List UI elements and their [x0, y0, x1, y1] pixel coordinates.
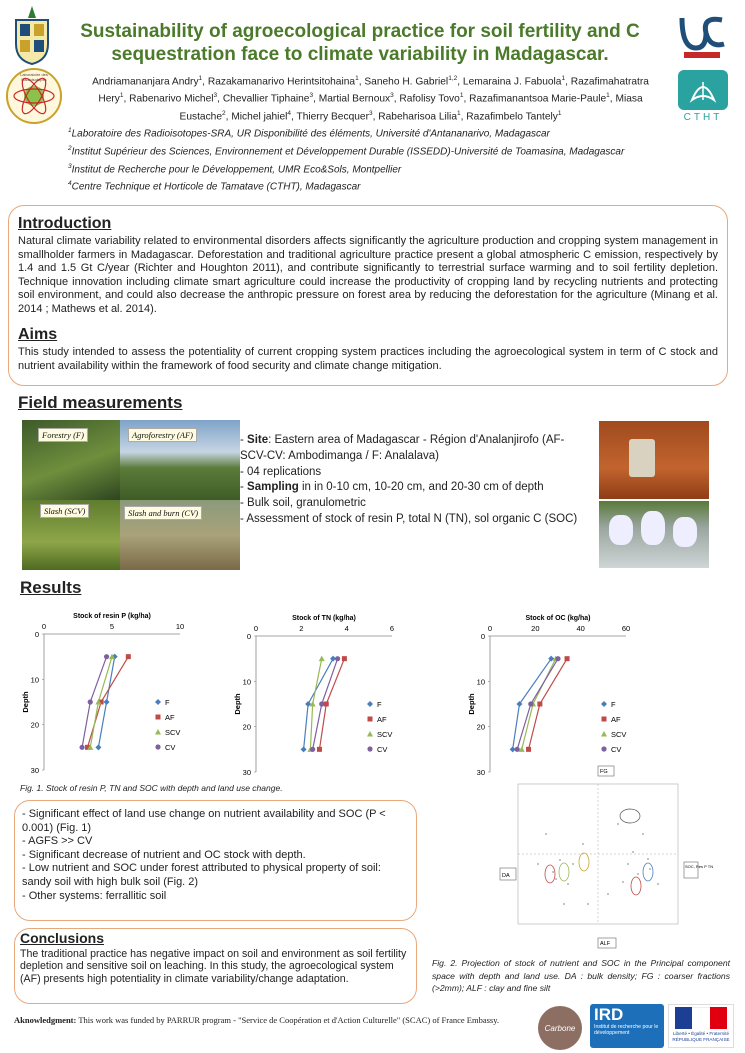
legend-label: F — [377, 700, 382, 709]
finding-item: - Significant decrease of nutrient and OC stock with depth. — [22, 848, 306, 861]
photo-label-slash-and-burn: Slash and burn (CV) — [124, 506, 202, 520]
field-method-item: - Site: Eastern area of Madagascar - Région d'Analanjirofo (AF-SCV-CV: Ambodimanga / F: Analalava) — [240, 434, 565, 462]
affiliation-item — [68, 177, 628, 195]
data-point-cv — [515, 747, 520, 752]
introduction-heading: Introduction — [18, 215, 112, 232]
field-method-item: - Bulk soil, granulometric — [240, 497, 366, 510]
author-name: Martial Bernoux — [318, 93, 391, 105]
x-tick-label: 40 — [576, 624, 585, 633]
author-sup: 3 — [309, 92, 314, 100]
x-tick-label: 60 — [621, 624, 631, 633]
poster-title: Sustainability of agroecological practice for soil fertility and C sequestration face to climate variability in Madagascar. — [80, 21, 640, 65]
carbone-logo — [538, 1006, 582, 1050]
author-sup: 4 — [287, 109, 291, 117]
x-tick-label: 10 — [175, 622, 185, 631]
pca-point — [555, 878, 557, 880]
affiliation-text: Institut Supérieur des Sciences, Environnement et Développement Durable (ISSEDD)-Université de Toamasina, Madagascar — [71, 146, 625, 158]
photo-label-forestry: Forestry (F) — [38, 428, 88, 442]
author-name: Miasa Eustache — [179, 93, 643, 123]
author-name: Saneho H. Gabriel — [364, 76, 449, 88]
legend-label: SCV — [165, 728, 181, 737]
pca-point — [617, 823, 619, 825]
legend-marker-scv — [601, 731, 607, 737]
chart-title: Stock of TN (kg/ha) — [292, 615, 356, 622]
y-tick-label: 20 — [476, 722, 485, 732]
photo-soil-pit — [599, 421, 709, 499]
affiliation-sup: 3 — [68, 162, 72, 170]
figure-2-caption: Fig. 2. Projection of stock of nutrient and SOC in the Principal component space with depth and land use. DA : bulk density; FG : coarser fractions (>2mm); ALF : clay and fine silt — [432, 958, 730, 993]
data-point-cv — [528, 701, 533, 706]
aims-heading: Aims — [18, 326, 58, 343]
author-sup: 1 — [606, 92, 610, 100]
field-method-item: - Sampling in in 0-10 cm, 10-20 cm, and 20-30 cm of depth — [240, 481, 544, 494]
y-axis-label: Depth — [467, 693, 476, 715]
pca-point — [637, 873, 639, 875]
author-name: Razafimahatratra Hery — [98, 76, 649, 105]
data-point-scv — [319, 656, 325, 662]
field-method-text: : Eastern area of Madagascar - Région d'Analanjirofo (AF-SCV-CV: Ambodimanga / F: Analalava) — [240, 434, 565, 462]
data-point-cv — [555, 656, 560, 661]
pca-point — [567, 883, 569, 885]
y-tick-label: 0 — [480, 632, 485, 641]
pca-point — [563, 903, 565, 905]
pca-point — [649, 868, 651, 870]
y-axis-label: Depth — [21, 691, 30, 713]
author-sup: 1 — [459, 92, 464, 100]
data-point-cv — [310, 747, 315, 752]
conclusions-heading: Conclusions — [20, 930, 105, 946]
legend-label: CV — [165, 743, 176, 752]
affiliation-sup: 4 — [68, 180, 72, 188]
legend-label: AF — [377, 715, 387, 724]
pca-point — [642, 833, 644, 835]
affiliation-text: Laboratoire des Radioisotopes-SRA, UR Disponibilité des éléments, Université d'Antananarivo, Madagascar — [71, 128, 550, 140]
legend-label: AF — [611, 715, 621, 724]
data-point-cv — [335, 656, 340, 661]
data-point-af — [342, 656, 347, 661]
field-method-bold: Site — [247, 434, 269, 446]
pca-label-left: DA — [502, 873, 510, 879]
legend-marker-af — [602, 717, 607, 722]
legend-label: CV — [377, 745, 388, 754]
republique-francaise-text: Liberté • Égalité • Fraternité RÉPUBLIQUE FRANÇAISE — [672, 1031, 730, 1042]
photo-soil-samples — [599, 501, 709, 568]
pca-figure — [498, 764, 714, 950]
pca-point — [632, 851, 634, 853]
data-point-af — [526, 747, 531, 752]
ird-logo-subtext: Institut de recherche pour le développement — [594, 1024, 659, 1036]
y-tick-label: 30 — [242, 768, 251, 777]
finding-item: - Significant effect of land use change on nutrient availability and SOC (P < 0.001) (Fig. 1) — [22, 808, 386, 834]
y-tick-label: 30 — [476, 768, 485, 777]
ird-logo-text: IRD — [594, 1005, 624, 1024]
author-sup: 3 — [213, 92, 218, 100]
chart-total-n — [232, 610, 432, 780]
field-photo-grid — [22, 420, 240, 570]
legend-marker-f — [367, 701, 373, 707]
pca-label-bottom: ALF — [600, 941, 611, 947]
affiliation-text: Centre Technique et Horticole de Tamatave (CTHT), Madagascar — [71, 181, 361, 193]
y-tick-label: 30 — [30, 766, 39, 775]
data-point-cv — [88, 699, 93, 704]
aims-text: This study intended to assess the potentiality of current cropping system practices including the agroecological system in term of C stock and nutrient availability within the framework of food security and climate change mitigation. — [18, 346, 718, 372]
legend-label: SCV — [611, 730, 627, 739]
affiliation-list — [68, 124, 628, 195]
legend-label: CV — [611, 745, 622, 754]
author-sup: 1 — [457, 109, 461, 117]
x-tick-label: 4 — [344, 624, 349, 633]
x-tick-label: 5 — [109, 622, 115, 631]
author-name: Razakamanarivo Herintsitohaina — [207, 76, 356, 88]
author-name: Andriamananjara Andry — [92, 76, 199, 88]
finding-item: - AGFS >> CV — [22, 835, 93, 848]
field-method-text: Assessment of stock of resin P, total N (TN), sol organic C (SOC) — [246, 512, 578, 525]
university-logo — [8, 4, 56, 66]
pca-point — [622, 881, 624, 883]
data-point-af — [126, 654, 131, 659]
legend-marker-cv — [367, 746, 372, 751]
introduction-text: Natural climate variability related to environmental disorders affects significantly the agriculture production and cropping system management in smallholder farmers in Madagascar. Deforestation and traditional agriculture practice present a global atmospheric C emission, respectively by 1.4 and 1.5 Gt C/year (Richter and Houghton 2011), and contribute significantly to terrestrial surface warming and to soil fertility depletion. Technique innovation including climate smart agriculture could increase the productivity of cropping land by recycling nutrients and protecting soil environment, and could also decrease the anthropic pressure on forest area by reducing the deforestation for the agriculture (Minang et al. 2014 ; Mathews et al. 2014). — [18, 235, 718, 315]
pca-point — [657, 883, 659, 885]
y-tick-label: 0 — [246, 632, 251, 641]
field-method-bold: Sampling — [247, 481, 299, 494]
conclusions-text: The traditional practice has negative impact on soil and environment as soil fertility depletion and sensitive soil on leaching. In this study, the agroecological system (AF) presents high potentiality in climate variability/change adaptation. — [20, 948, 407, 985]
y-tick-label: 10 — [242, 677, 251, 687]
legend-label: SCV — [377, 730, 393, 739]
author-name: Lemaraina J. Fabuola — [462, 76, 562, 88]
author-name: Chevallier Tiphaine — [222, 93, 310, 105]
affiliation-item — [68, 124, 628, 142]
pca-point — [552, 871, 554, 873]
legend-marker-af — [368, 717, 373, 722]
legend-marker-f — [601, 701, 607, 707]
data-point-af — [324, 702, 329, 707]
author-sup: 1 — [561, 75, 566, 82]
affiliation-item — [68, 160, 628, 178]
author-sup: 1 — [557, 109, 562, 117]
lab-logo-text: Laboratoire des Radioisotopes — [20, 72, 48, 82]
y-axis-label: Depth — [233, 693, 242, 715]
pca-point — [559, 859, 561, 861]
pca-label-top: FG — [600, 769, 608, 775]
author-sup: 3 — [390, 92, 394, 100]
field-method-item: - Assessment of stock of resin P, total N (TN), sol organic C (SOC) — [240, 512, 578, 525]
chart-resin-p — [20, 608, 220, 778]
data-point-f — [301, 746, 307, 752]
figure-1-caption: Fig. 1. Stock of resin P, TN and SOC with depth and land use change. — [20, 783, 283, 793]
carbone-logo-text: Carbone — [544, 1023, 576, 1033]
results-heading: Results — [20, 578, 82, 597]
author-name: Rabeharisoa Lilia — [378, 111, 457, 123]
acknowledgment-text: This work was funded by PARRUR program - "Service de Coopération et d'Action Culturelle" (SCAC) of France Embassy. — [76, 1015, 500, 1025]
pca-point — [572, 863, 574, 865]
ird-logo — [590, 1004, 664, 1048]
republique-francaise-logo — [668, 1004, 734, 1048]
legend-label: F — [165, 698, 170, 707]
data-point-f — [104, 699, 110, 705]
findings-list — [22, 808, 412, 903]
x-tick-label: 20 — [531, 624, 540, 633]
legend-marker-scv — [155, 729, 161, 735]
author-sup: 1,2 — [448, 75, 458, 82]
legend-label: F — [611, 700, 616, 709]
field-method-list — [240, 433, 585, 528]
author-list: Andriamananjara Andry$^1$, Razakamanarivo Herintsitohaina$^1$, Saneho H. Gabriel$^{1,2}$, Lemaraina J. Fabuola$^1$, Razafimahatratra Hery$^1$, Rabenarivo Michel$^3$, Chevallier Tiphaine$^3$, Martial Bernoux$^3$, Rafolisy Tovo$^1$, Razafimanantsoa Marie-Paule$^1$, Miasa Eustache$^2$, Michel jahiel$^4$, Thierry Becquer$^3$, Rabeharisoa Lilia$^1$, Razafimbelo Tantely$^1$ — [92, 75, 649, 123]
pca-point — [587, 903, 589, 905]
data-point-f — [95, 744, 101, 750]
pca-point — [537, 863, 539, 865]
pca-label-right: SOC, Res P TN — [685, 864, 714, 869]
acknowledgment-label: Aknowledgment: — [14, 1015, 77, 1025]
pca-point — [607, 893, 609, 895]
photo-label-agroforestry: Agroforestry (AF) — [128, 428, 197, 442]
affiliation-text: Institut de Recherche pour le Développement, UMR Eco&Sols, Montpellier — [71, 163, 402, 175]
data-point-af — [317, 747, 322, 752]
acknowledgment — [14, 1015, 526, 1026]
pca-point — [545, 833, 547, 835]
author-sup: 3 — [368, 109, 373, 117]
ctht-logo-text: CTHT — [683, 112, 723, 123]
author-name: Michel jahiel — [231, 111, 288, 123]
x-tick-label: 2 — [299, 624, 304, 633]
legend-marker-cv — [155, 744, 160, 749]
chart-title: Stock of OC (kg/ha) — [525, 615, 591, 622]
pca-point — [627, 863, 629, 865]
finding-item: - Low nutrient and SOC under forest attributed to physical property of soil: sandy soil with high bulk soil (Fig. 2) — [22, 862, 381, 888]
chart-title: Stock of resin P (kg/ha) — [73, 613, 151, 620]
photo-label-slash: Slash (SCV) — [40, 504, 89, 518]
author-name: Razafimanantsoa Marie-Paule — [469, 93, 607, 105]
author-sup: 1 — [198, 75, 203, 82]
x-tick-label: 0 — [253, 624, 259, 633]
pca-point — [582, 843, 584, 845]
legend-marker-af — [156, 715, 161, 720]
field-method-text: in in 0-10 cm, 10-20 cm, and 20-30 cm of depth — [298, 481, 544, 494]
author-name: Thierry Becquer — [296, 111, 369, 123]
data-point-cv — [79, 745, 84, 750]
legend-marker-cv — [601, 746, 606, 751]
author-sup: 1 — [119, 92, 124, 100]
chart-organic-c — [466, 610, 676, 780]
data-point-cv — [319, 701, 324, 706]
y-tick-label: 0 — [34, 630, 39, 639]
pca-point — [647, 858, 649, 860]
data-point-af — [565, 656, 570, 661]
y-tick-label: 10 — [476, 677, 485, 687]
field-method-text: 04 replications — [247, 465, 322, 478]
ctht-logo — [678, 70, 728, 126]
usc-logo — [676, 8, 728, 63]
y-tick-label: 10 — [30, 675, 39, 685]
affiliation-sup: 2 — [68, 144, 72, 152]
data-point-af — [537, 702, 542, 707]
legend-marker-f — [155, 699, 161, 705]
radioisotopes-lab-logo — [6, 68, 62, 124]
field-method-text: Bulk soil, granulometric — [247, 497, 366, 510]
x-tick-label: 0 — [487, 624, 493, 633]
author-name: Razafimbelo Tantely — [466, 111, 558, 123]
field-measurements-heading: Field measurements — [18, 393, 183, 412]
legend-label: AF — [165, 713, 175, 722]
x-tick-label: 0 — [41, 622, 47, 631]
data-point-cv — [104, 654, 109, 659]
finding-item: - Other systems: ferrallitic soil — [22, 889, 167, 902]
y-tick-label: 20 — [30, 720, 39, 730]
affiliation-sup: 1 — [68, 127, 72, 134]
author-sup: 1 — [355, 75, 359, 82]
author-name: Rafolisy Tovo — [399, 93, 460, 105]
affiliation-item — [68, 142, 628, 160]
field-method-item: - 04 replications — [240, 465, 322, 478]
y-tick-label: 20 — [242, 722, 251, 732]
legend-marker-scv — [367, 731, 373, 737]
author-sup: 2 — [222, 109, 226, 117]
author-name: Rabenarivo Michel — [129, 93, 214, 105]
x-tick-label: 6 — [389, 624, 395, 633]
